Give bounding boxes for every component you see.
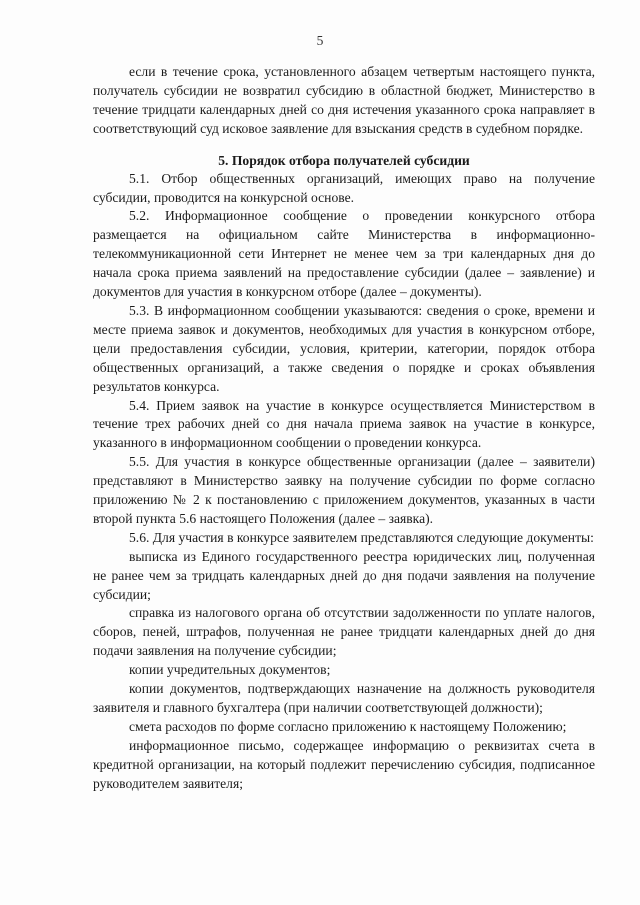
- list-item-tax-certificate: справка из налогового органа об отсутствии задолженности по уплате налогов, сборов, пеней, штрафов, полученная не ранее тридцати календарных дней до дня подачи заявления на получение субсидии;: [93, 605, 595, 659]
- paragraph-5-5: 5.5. Для участия в конкурсе общественные организации (далее – заявители) представляют в Министерство заявку на получение субсидии по форме согласно приложению № 2 к постановлению с приложением документов, указанных в части второй пункта 5.6 настоящего Положения (далее – заявка).: [93, 454, 595, 526]
- list-item-appointment-documents: копии документов, подтверждающих назначение на должность руководителя заявителя и главного бухгалтера (при наличии соответствующей должности);: [93, 681, 595, 715]
- paragraph-5-6: 5.6. Для участия в конкурсе заявителем представляются следующие документы:: [129, 529, 594, 545]
- document-body: [93, 63, 595, 794]
- page-number: 5: [316, 33, 324, 48]
- paragraph-5-1: 5.1. Отбор общественных организаций, имеющих право на получение субсидии, проводится на конкурсной основе.: [93, 170, 595, 205]
- list-item-bank-details-letter: информационное письмо, содержащее информацию о реквизитах счета в кредитной организации, на который подлежит перечислению субсидия, подписанное руководителем заявителя;: [93, 737, 595, 791]
- section-heading: 5. Порядок отбора получателей субсидии: [218, 152, 470, 168]
- list-item-egrul-extract: выписка из Единого государственного реестра юридических лиц, полученная не ранее чем за тридцать календарных дней до дня подачи заявления на получение субсидии;: [93, 548, 595, 602]
- list-item-cost-estimate: смета расходов по форме согласно приложению к настоящему Положению;: [129, 718, 567, 734]
- paragraph-continuation: если в течение срока, установленного абзацем четвертым настоящего пункта, получатель субсидии не возвратил субсидию в областной бюджет, Министерство в течение тридцати календарных дней со дня истечения указанного срока направляет в соответствующий суд исковое заявление для взыскания средств в судебном порядке.: [93, 64, 595, 136]
- list-item-founding-documents: копии учредительных документов;: [129, 662, 331, 678]
- paragraph-5-4: 5.4. Прием заявок на участие в конкурсе осуществляется Министерством в течение трех рабочих дней со дня начала приема заявок на участие в конкурсе, указанного в информационном сообщении о проведении конкурса.: [93, 397, 595, 451]
- paragraph-5-2: 5.2. Информационное сообщение о проведении конкурсного отбора размещается на официальном сайте Министерства в информационно-телекоммуникационной сети Интернет не менее чем за три календарных дня до начала срока приема заявлений на предоставление субсидии (далее – заявление) и документов для участия в конкурсном отборе (далее – документы).: [93, 208, 595, 300]
- paragraph-5-3: 5.3. В информационном сообщении указываются: сведения о сроке, времени и месте приема заявок и документов, необходимых для участия в конкурсном отборе, цели предоставления субсидии, условия, критерии, категории, порядок отбора общественных организаций, а также сведения о порядке и сроках объявления результатов конкурса.: [93, 302, 595, 394]
